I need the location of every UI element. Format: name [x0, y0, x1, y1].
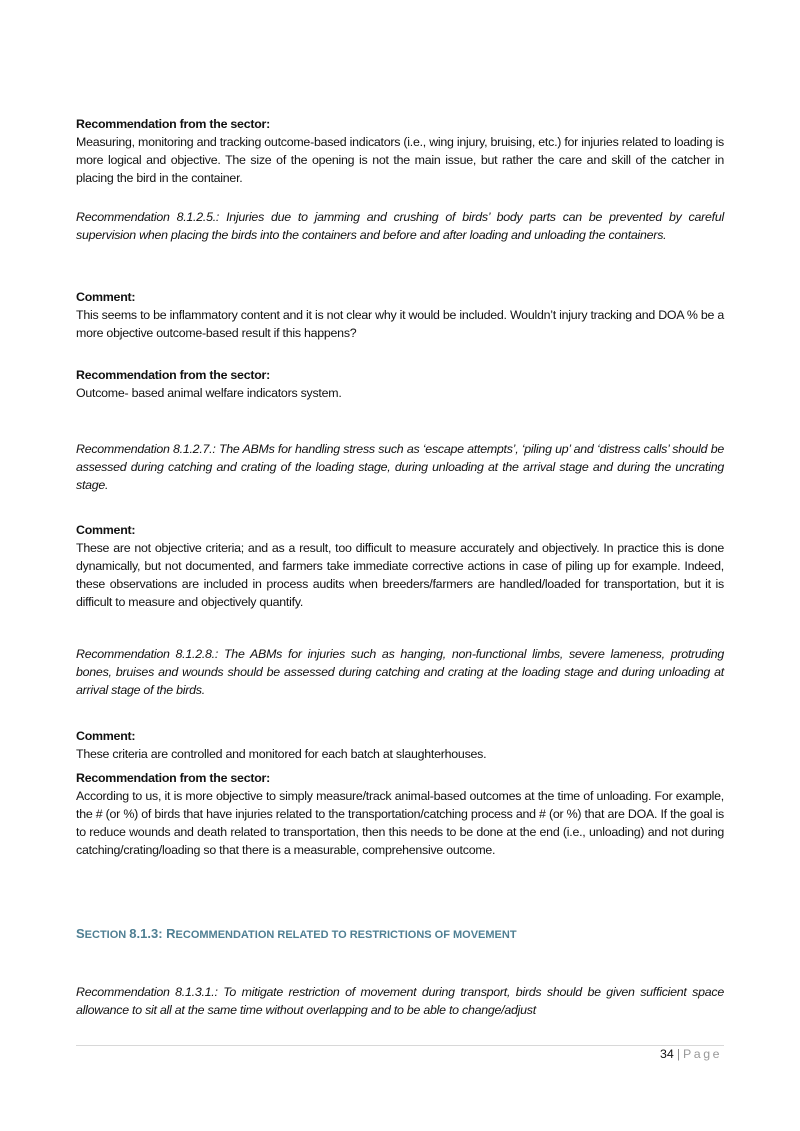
page-label: Page: [683, 1047, 722, 1061]
section-word: ECTION: [84, 929, 130, 941]
paragraph: These are not objective criteria; and as a result, too difficult to measure accurately and objectively. In practice this is done dynamically, but not documented, and farmers take immediate corrective actions in case of piling up for example. Indeed, these observations are included in process audits when breeders/farmers are handled/loaded for transportation, but it is difficult to measure and objectively quantify.: [76, 541, 724, 609]
paragraph: Measuring, monitoring and tracking outcome-based indicators (i.e., wing injury, bruising, etc.) for injuries related to loading is more logical and objective. The size of the opening is not the main issue, but rather the care and skill of the catcher in placing the bird in the container.: [76, 135, 724, 185]
recommendation-8-1-3-1: Recommendation 8.1.3.1.: To mitigate restriction of movement during transport, birds should be given sufficient space allowance to sit all at the same time without overlapping and to be able to change/adjust: [76, 985, 724, 1017]
recommendation-8-1-2-7: Recommendation 8.1.2.7.: The ABMs for handling stress such as ‘escape attempts’, ‘piling up’ and ‘distress calls’ should be assessed during catching and crating of the loading stage, during unloading at the arrival stage and during the uncrating stage.: [76, 442, 724, 492]
page-number: 34: [660, 1047, 674, 1061]
heading: Recommendation from the sector:: [76, 771, 270, 785]
paragraph: These criteria are controlled and monitored for each batch at slaughterhouses.: [76, 747, 487, 761]
recommendation-8-1-2-8: Recommendation 8.1.2.8.: The ABMs for injuries such as hanging, non-functional limbs, severe lameness, protruding bones, bruises and wounds should be assessed during catching and crating at the loading stage and during unloading at arrival stage of the birds.: [76, 647, 724, 697]
heading: Recommendation from the sector:: [76, 117, 270, 131]
footer-divider: [76, 1045, 724, 1046]
comment-3: [76, 727, 724, 763]
recommendation-8-1-2-5: Recommendation 8.1.2.5.: Injuries due to jamming and crushing of birds’ body parts can be prevented by careful supervision when placing the birds into the containers and before and after loading and unloading the containers.: [76, 210, 724, 242]
comment-1: [76, 288, 724, 342]
paragraph: Outcome- based animal welfare indicators system.: [76, 386, 342, 400]
section-title: ECOMMENDATION RELATED TO RESTRICTIONS OF MOVEMENT: [175, 929, 517, 941]
heading: Comment:: [76, 523, 136, 537]
sector-recommendation-1: [76, 115, 724, 187]
separator: |: [676, 1047, 681, 1061]
paragraph: This seems to be inflammatory content and it is not clear why it would be included. Wouldn’t injury tracking and DOA % be a more objective outcome-based result if this happens?: [76, 308, 724, 340]
section-cap: S: [76, 926, 85, 941]
paragraph: According to us, it is more objective to simply measure/track animal-based outcomes at the time of unloading. For example, the # (or %) of birds that have injuries related to the transportation/catching process and # (or %) that are DOA. If the goal is to reduce wounds and death related to transportation, then this needs to be done at the end (i.e., unloading) and not during catching/crating/loading so that there is a measurable, comprehensive outcome.: [76, 789, 724, 857]
section-number: 8.1.3: R: [129, 926, 176, 941]
page-footer: [660, 1047, 722, 1061]
comment-2: [76, 521, 724, 611]
heading: Recommendation from the sector:: [76, 368, 270, 382]
sector-recommendation-3: [76, 769, 724, 859]
sector-recommendation-2: [76, 366, 724, 402]
section-heading: [76, 926, 517, 941]
heading: Comment:: [76, 729, 136, 743]
heading: Comment:: [76, 290, 136, 304]
